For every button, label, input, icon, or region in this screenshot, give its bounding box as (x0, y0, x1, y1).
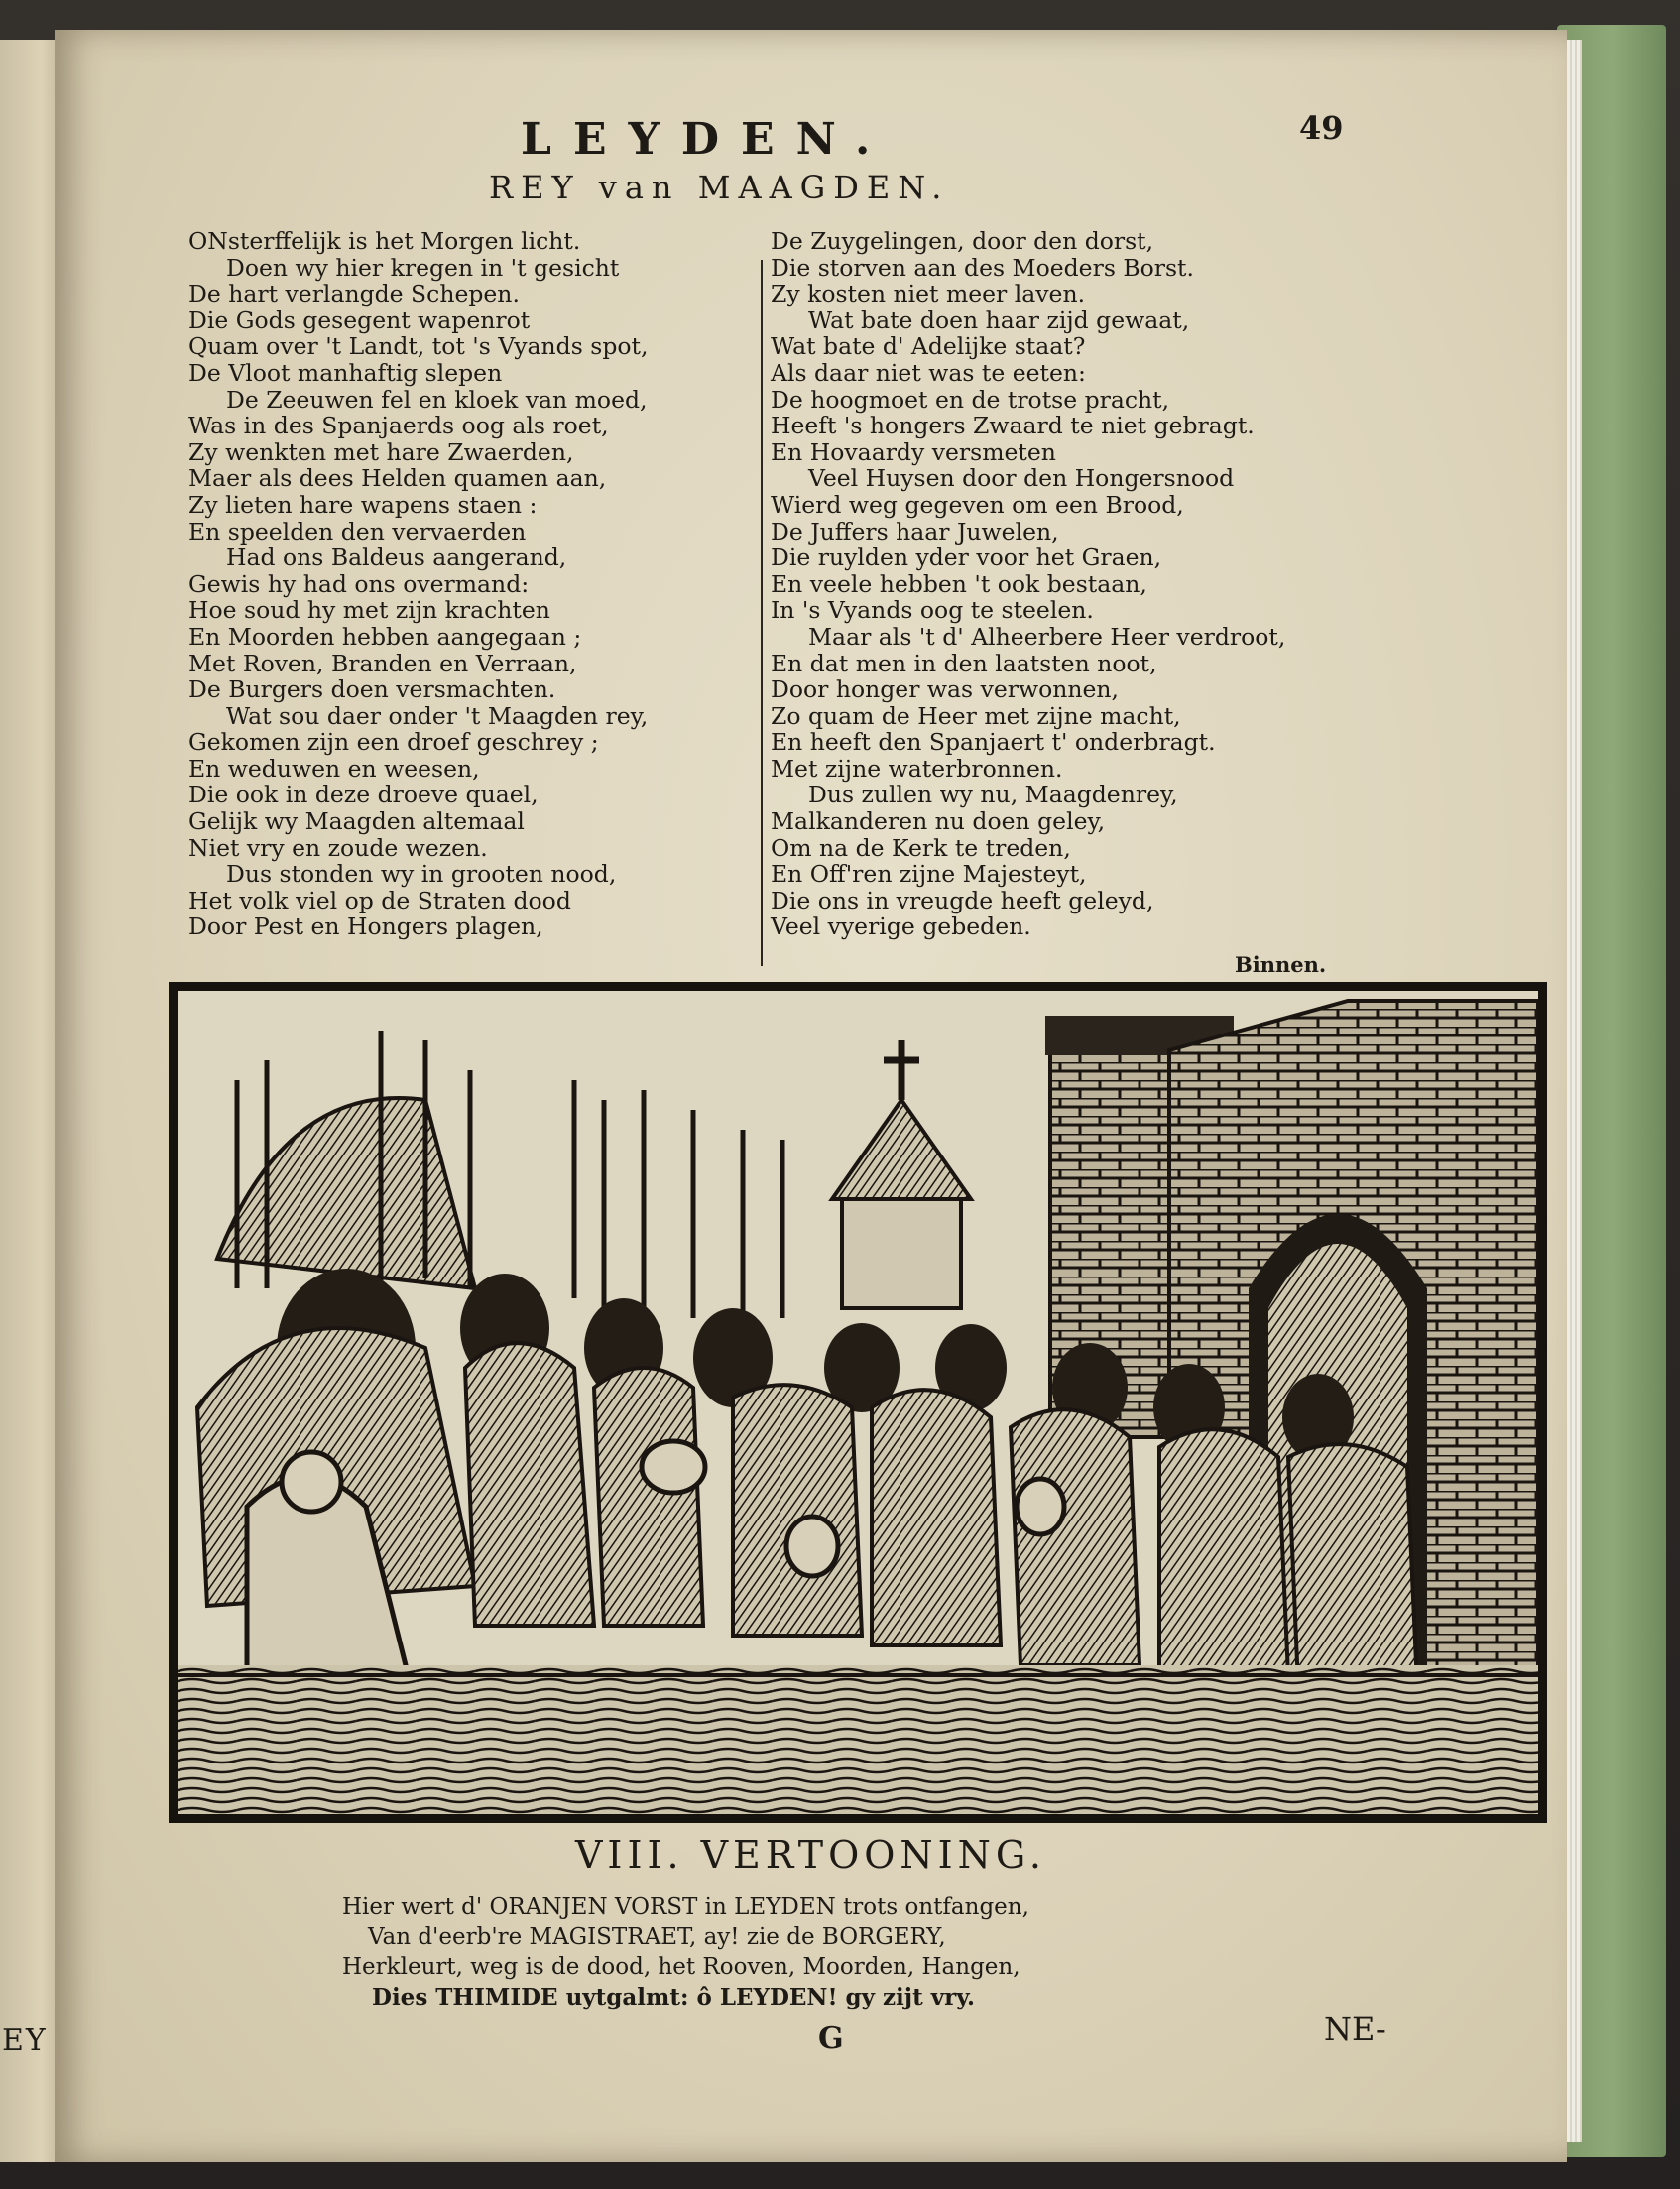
poem-line: Die Gods gesegent wapenrot (188, 305, 531, 334)
poem-left-column (188, 228, 783, 940)
section-title: REY van MAAGDEN. (489, 169, 950, 206)
poem-line: Hoe soud hy met zijn krachten (188, 596, 550, 625)
poem-line: Wierd weg gegeven om een Brood, (771, 490, 1184, 519)
poem-line: Zy kosten niet meer laven. (771, 280, 1086, 308)
poem-line: Quam over 't Landt, tot 's Vyands spot, (188, 332, 649, 361)
left-page-fragment: EY (2, 2023, 48, 2058)
vertooning-line: Dies THIMIDE uytgalmt: ô LEYDEN! gy zijt vry. (372, 1984, 975, 2010)
vertooning-line: Van d'eerb're MAGISTRAET, ay! zie de BORGERY, (368, 1924, 946, 1950)
poem-line: Zo quam de Heer met zijne macht, (771, 701, 1181, 730)
poem-line: Maar als 't d' Alheerbere Heer verdroot, (808, 622, 1286, 651)
poem-line: De Zuygelingen, door den dorst, (771, 227, 1154, 255)
poem-line: Doen wy hier kregen in 't gesicht (226, 253, 620, 282)
poem-line: Die ook in deze droeve quael, (188, 781, 539, 809)
page-number: 49 (1299, 109, 1344, 147)
poem-line: Veel Huysen door den Hongersnood (808, 464, 1235, 493)
poem-line: Zy lieten hare wapens staen : (188, 490, 538, 519)
poem-line: Om na de Kerk te treden, (771, 833, 1071, 862)
poem-line: En heeft den Spanjaert t' onderbragt. (771, 728, 1216, 757)
vertooning-title: VIII. VERTOONING. (574, 1833, 1046, 1877)
poem-line: De hoogmoet en de trotse pracht, (771, 385, 1170, 414)
page-catchword: NE- (1324, 2010, 1386, 2048)
poem-line: Malkanderen nu doen geley, (771, 807, 1106, 836)
poem-line: Was in des Spanjaerds oog als roet, (188, 412, 609, 440)
poem-line: Zy wenkten met hare Zwaerden, (188, 437, 574, 466)
poem-line: En Off'ren zijne Majesteyt, (771, 860, 1087, 889)
poem-line: Veel vyerige gebeden. (771, 912, 1031, 941)
running-title: LEYDEN. (521, 114, 893, 165)
poem-line: Die ons in vreugde heeft geleyd, (771, 886, 1154, 914)
poem-line: Die ruylden yder voor het Graen, (771, 544, 1162, 572)
poem-line: Wat bate doen haar zijd gewaat, (808, 305, 1190, 334)
poem-line: De hart verlangde Schepen. (188, 280, 520, 308)
poem-line: En dat men in den laatsten noot, (771, 649, 1157, 677)
vertooning-line: Herkleurt, weg is de dood, het Rooven, Moorden, Hangen, (342, 1954, 1020, 1980)
poem-line: Dus stonden wy in grooten nood, (226, 860, 617, 889)
poem-line: Met Roven, Branden en Verraan, (188, 649, 577, 677)
poem-line: Die storven aan des Moeders Borst. (771, 253, 1194, 282)
woodcut-illustration (169, 982, 1547, 1823)
poem-right-column (771, 228, 1465, 940)
poem-line: De Vloot manhaftig slepen (188, 358, 503, 387)
poem-line: Maer als dees Helden quamen aan, (188, 464, 607, 493)
poem-line: Dus zullen wy nu, Maagdenrey, (808, 781, 1178, 809)
poem-line: En Hovaardy versmeten (771, 437, 1056, 466)
poem-line: Als daar niet was te eeten: (771, 358, 1086, 387)
poem-line: En speelden den vervaerden (188, 517, 527, 546)
poem-line: De Zeeuwen fel en kloek van moed, (226, 385, 648, 414)
poem-line: Wat bate d' Adelijke staat? (771, 332, 1086, 361)
poem-line: Gekomen zijn een droef geschrey ; (188, 728, 599, 757)
poem-line: Door Pest en Hongers plagen, (188, 912, 543, 941)
poem-line: Met zijne waterbronnen. (771, 754, 1063, 783)
poem-line: Door honger was verwonnen, (771, 675, 1120, 704)
poem-line: En weduwen en weesen, (188, 754, 480, 783)
poem-line: En Moorden hebben aangegaan ; (188, 622, 582, 651)
poem-line: Had ons Baldeus aangerand, (226, 544, 567, 572)
poem-line: Het volk viel op de Straten dood (188, 886, 571, 914)
poem-line: Niet vry en zoude wezen. (188, 833, 488, 862)
poem-line: Wat sou daer onder 't Maagden rey, (226, 701, 649, 730)
signature-mark: G (818, 2021, 844, 2056)
poem-line: Heeft 's hongers Zwaard te niet gebragt. (771, 412, 1255, 440)
poem-line: Gewis hy had ons overmand: (188, 569, 530, 598)
poem-line: En veele hebben 't ook bestaan, (771, 569, 1147, 598)
catchword: Binnen. (1235, 952, 1327, 977)
book-page (55, 30, 1567, 2162)
poem-line: In 's Vyands oog te steelen. (771, 596, 1094, 625)
vertooning-line: Hier wert d' ORANJEN VORST in LEYDEN trots ontfangen, (342, 1894, 1029, 1920)
poem-line: De Juffers haar Juwelen, (771, 517, 1059, 546)
poem-line: ONsterffelijk is het Morgen licht. (188, 227, 581, 255)
column-divider (761, 260, 763, 966)
poem-line: De Burgers doen versmachten. (188, 675, 556, 704)
poem-line: Gelijk wy Maagden altemaal (188, 807, 525, 836)
